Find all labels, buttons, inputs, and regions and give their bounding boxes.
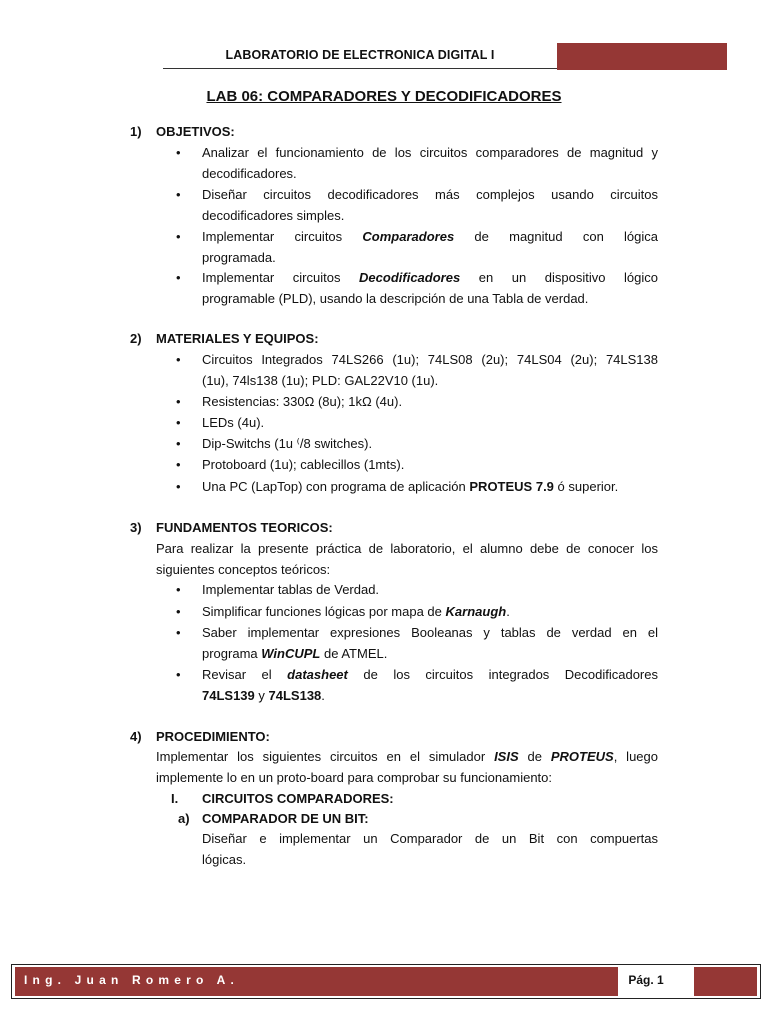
emphasis-term: Karnaugh (445, 604, 507, 619)
item-line: Diseñar circuitos decodificadores más complejos usando circuitos (202, 187, 658, 202)
lab-title: LAB 06: COMPARADORES Y DECODIFICADORES (206, 88, 562, 105)
item-line: Simplificar funciones lógicas por mapa de Karnaugh. (202, 604, 510, 619)
page-number: Pág. 1 (628, 973, 664, 987)
item-line: decodificadores simples. (202, 207, 345, 223)
item-line: (1u), 74ls138 (1u); PLD: GAL22V10 (1u). (202, 372, 439, 388)
subsection-number: I. (171, 791, 179, 806)
bullet-glyph: • (176, 229, 181, 244)
paragraph (202, 829, 658, 871)
emphasis-term: ISIS (494, 749, 519, 764)
item-line: Implementar tablas de Verdad. (202, 582, 380, 597)
list-item (202, 477, 658, 498)
list-item (202, 580, 658, 601)
list-item (202, 350, 658, 392)
list-item (202, 665, 658, 707)
paragraph-line: lógicas. (202, 851, 247, 867)
item-line: Circuitos Integrados 74LS266 (1u); 74LS08 (2u); 74LS04 (2u); 74LS138 (202, 352, 658, 367)
paragraph-line: implemente lo en un proto-board para comprobar su funcionamiento: (156, 769, 553, 785)
list-item (202, 434, 658, 455)
list-item (202, 227, 658, 269)
bullet-glyph: • (176, 187, 181, 202)
paragraph-line: Implementar los siguientes circuitos en el simulador ISIS de PROTEUS, luego (156, 749, 658, 764)
emphasis-term: 74LS139 (202, 687, 255, 703)
emphasis-term: PROTEUS 7.9 (469, 479, 554, 494)
header-accent-block (557, 43, 727, 70)
list-item (202, 602, 658, 623)
item-line: Una PC (LapTop) con programa de aplicación PROTEUS 7.9 ó superior. (202, 479, 619, 494)
header-rule (163, 68, 558, 69)
paragraph-line: siguientes conceptos teóricos: (156, 561, 331, 577)
section-title-objetivos: OBJETIVOS: (156, 124, 235, 139)
section-number: 2) (130, 331, 142, 346)
item-line: Saber implementar expresiones Booleanas y tablas de verdad en el (202, 625, 658, 640)
list-item (202, 143, 658, 185)
item-line: Protoboard (1u); cablecillos (1mts). (202, 457, 405, 472)
bullet-glyph: • (176, 394, 181, 409)
paragraph-line: Para realizar la presente práctica de laboratorio, el alumno debe de conocer los (156, 541, 658, 556)
list-item (202, 413, 658, 434)
item-line: Implementar circuitos Decodificadores en un dispositivo lógico (202, 270, 658, 285)
item-line: decodificadores. (202, 165, 297, 181)
section-number: 1) (130, 124, 142, 139)
item-line: Revisar el datasheet de los circuitos integrados Decodificadores (202, 667, 658, 682)
paragraph-line: Diseñar e implementar un Comparador de un Bit con compuertas (202, 831, 658, 846)
list-item (202, 392, 658, 413)
section-number: 4) (130, 729, 142, 744)
subsection-title: CIRCUITOS COMPARADORES: (202, 791, 394, 806)
list-item (202, 268, 658, 310)
section-title-materiales: MATERIALES Y EQUIPOS: (156, 331, 319, 346)
emphasis-term: 74LS138 (268, 687, 322, 703)
bullet-glyph: • (176, 582, 181, 597)
bullet-glyph: • (176, 352, 181, 367)
list-item (202, 623, 658, 665)
section-title-fundamentos: FUNDAMENTOS TEORICOS: (156, 520, 333, 535)
paragraph (156, 747, 658, 789)
item-line: programa WinCUPL de ATMEL. (202, 645, 388, 661)
emphasis-term: WinCUPL (261, 645, 321, 661)
paragraph (156, 539, 658, 581)
bullet-glyph: • (176, 270, 181, 285)
emphasis-term: PROTEUS (550, 749, 614, 764)
section-title-procedimiento: PROCEDIMIENTO: (156, 729, 270, 744)
section-number: 3) (130, 520, 142, 535)
header-title: LABORATORIO DE ELECTRONICA DIGITAL I (225, 48, 495, 62)
item-line: 74LS139 y 74LS138. (202, 687, 325, 703)
bullet-glyph: • (176, 604, 181, 619)
bullet-glyph: • (176, 415, 181, 430)
item-line: Analizar el funcionamiento de los circuitos comparadores de magnitud y (202, 145, 658, 160)
list-item (202, 185, 658, 227)
bullet-glyph: • (176, 479, 181, 494)
bullet-glyph: • (176, 457, 181, 472)
item-line: Dip-Switchs (1u ⁽/8 switches). (202, 436, 373, 451)
item-line: LEDs (4u). (202, 415, 265, 430)
list-item (202, 455, 658, 476)
bullet-glyph: • (176, 436, 181, 451)
emphasis-term: Comparadores (362, 229, 455, 244)
item-line: Implementar circuitos Comparadores de magnitud con lógica (202, 229, 658, 244)
emphasis-term: datasheet (287, 667, 348, 682)
item-line: programada. (202, 249, 276, 265)
subsection-number: a) (178, 811, 190, 826)
bullet-glyph: • (176, 625, 181, 640)
bullet-glyph: • (176, 667, 181, 682)
item-line: programable (PLD), usando la descripción de una Tabla de verdad. (202, 290, 589, 306)
bullet-glyph: • (176, 145, 181, 160)
emphasis-term: Decodificadores (359, 270, 461, 285)
subsection-title: COMPARADOR DE UN BIT: (202, 811, 369, 826)
footer-author: Ing. Juan Romero A. (24, 973, 240, 987)
item-line: Resistencias: 330Ω (8u); 1kΩ (4u). (202, 394, 403, 409)
